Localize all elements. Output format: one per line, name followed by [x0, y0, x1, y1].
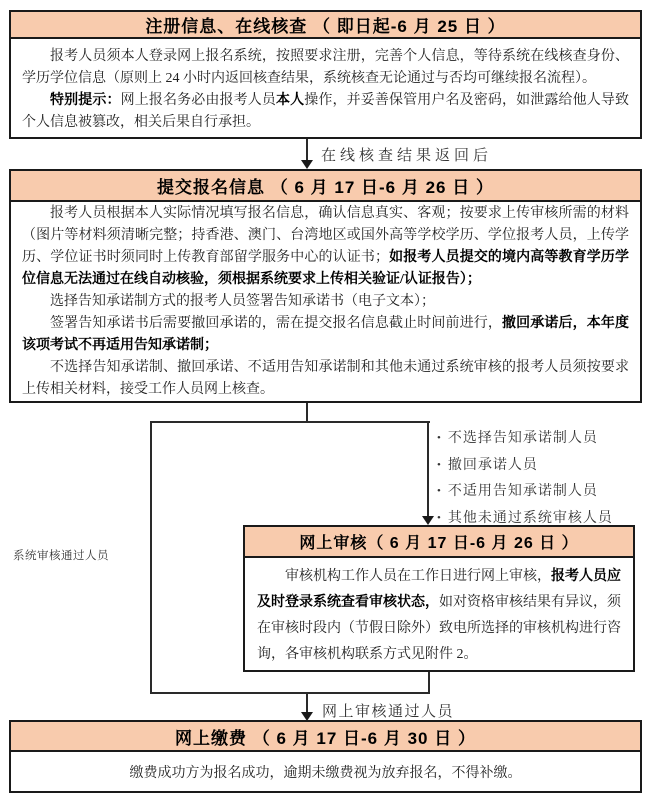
- arrow-down-icon: [301, 160, 313, 169]
- box-submit: [9, 169, 642, 403]
- review-paragraph-1: 审核机构工作人员在工作日进行网上审核，报考人员应及时登录系统查看审核状态，如对资格审核结果有异议，须在审核时段内（节假日除外）致电所选择的审核机构进行咨询，各审核机构联系方式见附件 2。: [257, 569, 621, 662]
- list-item: • 撤回承诺人员: [437, 457, 538, 473]
- box-payment-title: 网上缴费 （ 6 月 17 日-6 月 30 日 ）: [11, 722, 640, 752]
- bullet-dot-icon: •: [437, 432, 442, 444]
- label-system-passed: 系统审核通过人员: [13, 550, 109, 562]
- branch-bullet-list: [437, 426, 613, 532]
- submit-paragraph-1: 报考人员根据本人实际情况填写报名信息，确认信息真实、客观；按要求上传审核所需的材料（图片等材料须清晰完整；持香港、澳门、台湾地区或国外高等学校学历、学位报考人员，上传学历、学位证书时须同时上传教育部留学服务中心的认证书；如报考人员提交的境内高等教育学历学位信息无法通过在线自动核验，须根据系统要求上传相关验证/认证报告）；: [22, 206, 630, 287]
- submit-paragraph-4: 不选择告知承诺制、撤回承诺、不适用告知承诺制和其他未通过系统审核的报考人员须按要求上传相关材料，接受工作人员网上核查。: [22, 360, 629, 397]
- register-paragraph-2: 特别提示：网上报名务必由报考人员本人操作，并妥善保管用户名及密码，如泄露给他人导致个人信息被篡改，相关后果自行承担。: [22, 93, 629, 130]
- label-after-online-check: 在线核查结果返回后: [321, 148, 493, 164]
- list-item: • 不适用告知承诺制人员: [437, 484, 598, 499]
- list-item: • 其他未通过系统审核人员: [437, 510, 613, 526]
- box-register-title: 注册信息、在线核查 （ 即日起-6 月 25 日 ）: [11, 12, 640, 39]
- bullet-dot-icon: •: [437, 485, 442, 497]
- connector-review-down: [428, 672, 430, 694]
- box-submit-body: [11, 202, 640, 401]
- box-payment-body: [11, 752, 640, 791]
- connector-register-to-submit: [306, 139, 308, 161]
- box-review-body: [245, 558, 633, 668]
- submit-paragraph-2: 选择告知承诺制方式的报考人员签署告知承诺书（电子文本）；: [50, 294, 435, 309]
- box-submit-title: 提交报名信息 （ 6 月 17 日-6 月 26 日 ）: [11, 171, 640, 202]
- register-paragraph-1: 报考人员须本人登录网上报名系统，按照要求注册，完善个人信息，等待系统在线核查身份、学历学位信息（原则上 24 小时内返回核查结果，系统核查无论通过与否均可继续报名流程）。: [22, 49, 629, 86]
- submit-paragraph-3: 签署告知承诺书后需要撤回承诺的，需在提交报名信息截止时间前进行，撤回承诺后，本年度该项考试不再适用告知承诺制；: [22, 316, 629, 353]
- box-register: [9, 10, 642, 139]
- bullet-dot-icon: •: [437, 511, 442, 524]
- connector-split-horizontal: [150, 421, 430, 423]
- connector-right-branch: [427, 421, 429, 517]
- bullet-dot-icon: •: [437, 458, 442, 471]
- connector-to-payment: [306, 692, 308, 713]
- label-review-passed: 网上审核通过人员: [322, 704, 455, 720]
- box-register-body: [11, 39, 640, 134]
- connector-left-branch: [150, 421, 152, 694]
- box-review: [243, 525, 635, 672]
- box-payment: [9, 720, 642, 793]
- connector-merge-horizontal: [150, 692, 430, 694]
- connector-submit-down: [306, 403, 308, 423]
- payment-text: 缴费成功方为报名成功，逾期未缴费视为放弃报名，不得补缴。: [129, 765, 522, 781]
- box-review-title: 网上审核（ 6 月 17 日-6 月 26 日 ）: [245, 527, 633, 558]
- list-item: • 不选择告知承诺制人员: [437, 431, 598, 446]
- arrow-down-icon: [422, 516, 434, 525]
